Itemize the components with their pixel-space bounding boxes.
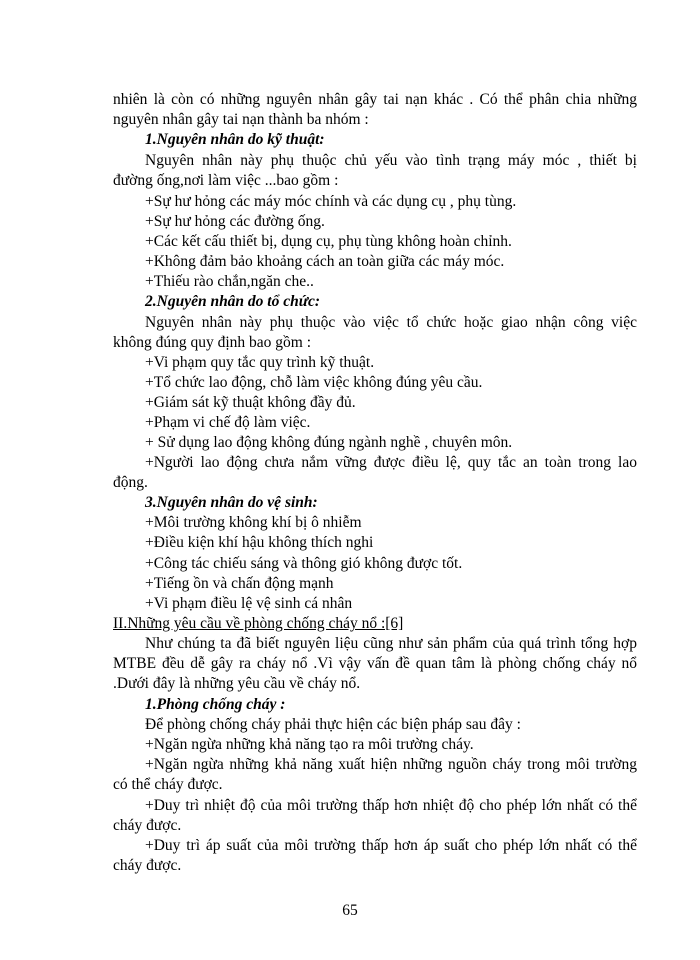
list-item: +Công tác chiếu sáng và thông gió không được tốt. <box>145 555 463 572</box>
list-item: +Vi phạm quy tắc quy trình kỹ thuật. <box>145 354 375 371</box>
text-line: động. <box>113 474 148 491</box>
section-heading: II.Những yêu cầu về phòng chống cháy nổ :[6] <box>113 615 404 632</box>
text-line: nhiên là còn có những nguyên nhân gây tai nạn khác . Có thể phân chia những <box>113 91 637 108</box>
text-line: Như chúng ta đã biết nguyên liệu cũng như sản phẩm của quá trình tổng hợp <box>145 635 637 652</box>
list-item: +Sự hư hỏng các máy móc chính và các dụng cụ , phụ tùng. <box>145 193 517 210</box>
list-item: +Duy trì áp suất của môi trường thấp hơn áp suất cho phép lớn nhất có thể <box>145 837 637 854</box>
text-line: nguyên nhân gây tai nạn thành ba nhóm : <box>113 111 369 128</box>
text-line: Nguyên nhân này phụ thuộc chủ yếu vào tình trạng máy móc , thiết bị <box>145 152 637 169</box>
list-item: +Người lao động chưa nắm vững được điều lệ, quy tắc an toàn trong lao <box>145 454 637 471</box>
list-item: +Không đảm bảo khoảng cách an toàn giữa các máy móc. <box>145 253 505 270</box>
list-item: +Tiếng ồn và chấn động mạnh <box>145 575 334 592</box>
list-item: +Điều kiện khí hậu không thích nghi <box>145 534 374 551</box>
subheading: 3.Nguyên nhân do vệ sinh: <box>145 494 318 511</box>
subheading: 2.Nguyên nhân do tổ chức: <box>145 293 321 310</box>
list-item: +Môi trường không khí bị ô nhiễm <box>145 514 362 531</box>
subheading: 1.Nguyên nhân do kỹ thuật: <box>145 131 325 148</box>
text-line: MTBE đều dễ gây ra cháy nổ .Vì vậy vấn đề quan tâm là phòng chống cháy nổ <box>113 655 637 672</box>
list-item: +Tổ chức lao động, chỗ làm việc không đúng yêu cầu. <box>145 374 483 391</box>
list-item: +Giám sát kỹ thuật không đầy đủ. <box>145 394 356 411</box>
text-line: có thể cháy được. <box>113 776 223 793</box>
list-item: +Duy trì nhiệt độ của môi trường thấp hơn nhiệt độ cho phép lớn nhất có thể <box>145 797 637 814</box>
text-line: cháy được. <box>113 817 182 834</box>
text-line: .Dưới đây là những yêu cầu về cháy nổ. <box>113 675 361 692</box>
page-number: 65 <box>342 902 358 919</box>
text-line: cháy được. <box>113 857 182 874</box>
list-item: +Vi phạm điều lệ vệ sinh cá nhân <box>145 595 353 612</box>
text-line: Nguyên nhân này phụ thuộc vào việc tổ chức hoặc giao nhận công việc <box>145 314 637 331</box>
subheading: 1.Phòng chống cháy : <box>145 696 286 713</box>
list-item: +Sự hư hỏng các đường ống. <box>145 213 325 230</box>
list-item: +Các kết cấu thiết bị, dụng cụ, phụ tùng không hoàn chỉnh. <box>145 233 512 250</box>
list-item: +Thiếu rào chắn,ngăn che.. <box>145 273 314 290</box>
list-item: +Ngăn ngừa những khả năng xuất hiện những nguồn cháy trong môi trường <box>145 756 637 773</box>
list-item: +Ngăn ngừa những khả năng tạo ra môi trường cháy. <box>145 736 474 753</box>
list-item: + Sử dụng lao động không đúng ngành nghề , chuyên môn. <box>145 434 513 451</box>
text-line: Để phòng chống cháy phải thực hiện các biện pháp sau đây : <box>145 716 521 733</box>
text-line: đường ống,nơi làm việc ...bao gồm : <box>113 172 339 189</box>
list-item: +Phạm vi chế độ làm việc. <box>145 414 311 431</box>
text-line: không đúng quy định bao gồm : <box>113 334 312 351</box>
